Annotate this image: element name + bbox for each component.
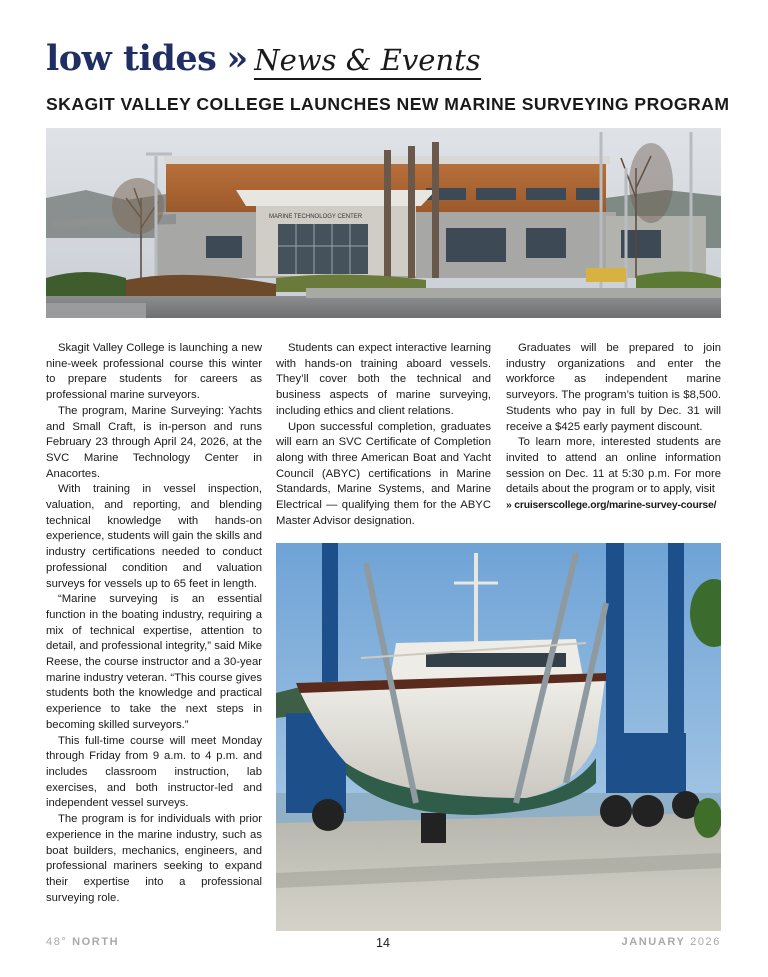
building-sign: MARINE TECHNOLOGY CENTER bbox=[269, 214, 363, 220]
article-column-3 bbox=[506, 341, 721, 514]
building-photo bbox=[46, 128, 721, 318]
paragraph: This full-time course will meet Monday through Friday from 9 a.m. to 4 p.m. and includes classroom instruction, lab exercises, and both instructor-led and independent vessel surveys. bbox=[46, 734, 262, 810]
chevron-separator: » bbox=[226, 38, 249, 79]
yacht-photo bbox=[276, 543, 721, 931]
paragraph: “Marine surveying is an essential function in the boating industry, requiring a mix of technical expertise, attention to detail, and professional integrity,” said Mike Reese, the course instructor and a 30-year marine industry veteran. “This course gives students both the knowledge and practical experience to take the next steps in becoming skilled surveyors.” bbox=[46, 593, 262, 731]
paragraph: Graduates will be prepared to join industry organizations and enter the workforce as independent marine surveyors. The program’s tuition is $8,500. Students who pay in full by Dec. 31 will receive a $425 early payment discount. bbox=[506, 342, 721, 433]
footer-magazine-name: 48° NORTH bbox=[46, 936, 120, 948]
paragraph: Upon successful completion, graduates will earn an SVC Certificate of Completion along with three American Boat and Yacht Council (ABYC) certifications in Marine Standards, Marine Systems, and Marine Electrical — qualifying them for the ABYC Master Advisor designation. bbox=[276, 420, 491, 527]
paragraph: Skagit Valley College is launching a new nine-week professional course this winter to prepare students for careers as professional marine surveyors. bbox=[46, 342, 262, 402]
article-headline: SKAGIT VALLEY COLLEGE LAUNCHES NEW MARINE SURVEYING PROGRAM bbox=[46, 94, 730, 114]
page-number: 14 bbox=[376, 936, 390, 950]
paragraph: To learn more, interested students are invited to attend an online information session on Dec. 11 at 5:30 p.m. For more details about the program or to apply, visit bbox=[506, 436, 721, 496]
paragraph: With training in vessel inspection, valuation, and reporting, and blending technical knowledge with hands-on experience, students will gain the skills and industry certifications needed to conduct professional condition and valuation surveys for vessels up to 65 feet in length. bbox=[46, 483, 263, 590]
program-url-link[interactable]: » cruiserscollege.org/marine-survey-course/ bbox=[506, 500, 717, 512]
article-column-1 bbox=[46, 341, 262, 906]
paragraph: Students can expect interactive learning with hands-on training aboard vessels. They’ll cover both the technical and business aspects of marine surveying, including ethics and client relations. bbox=[276, 342, 491, 417]
paragraph: The program, Marine Surveying: Yachts and Small Craft, is in-person and runs February 23 through April 24, 2026, at the SVC Marine Technology Center in Anacortes. bbox=[46, 404, 262, 480]
paragraph: The program is for individuals with prior experience in the marine industry, such as boat builders, mechanics, engineers, and professional mariners seeking to expand their expertise into a professional surveying role. bbox=[46, 813, 262, 904]
article-column-2 bbox=[276, 341, 491, 529]
section-title: News & Events bbox=[254, 43, 480, 80]
section-header bbox=[46, 38, 481, 86]
brand-title: low tides bbox=[46, 38, 217, 79]
footer-issue-date: JANUARY 2026 bbox=[621, 936, 721, 948]
